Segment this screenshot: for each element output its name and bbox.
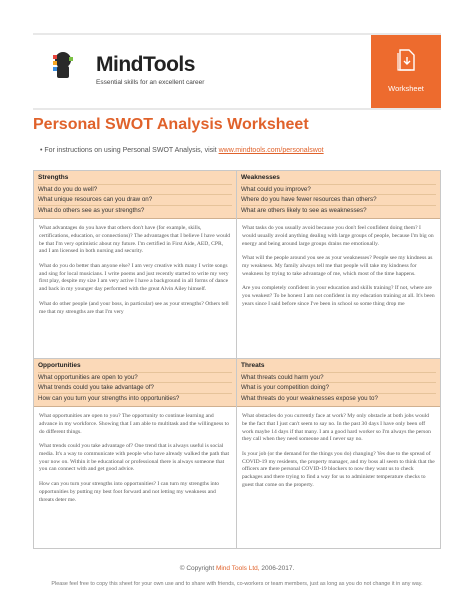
brand-name: MindTools: [96, 53, 195, 76]
threats-question: What is your competition doing?: [241, 382, 436, 392]
opportunities-question: How can you turn your strengths into opportunities?: [38, 393, 232, 403]
weaknesses-question: What are others likely to see as weaknesses?: [241, 205, 436, 215]
strengths-question: What unique resources can you draw on?: [38, 194, 232, 204]
opportunities-answer: What opportunities are open to you? The opportunity to continue learning and advance in my workforce. Showing that I am able to multitask and the willingness to do different things.: [39, 413, 229, 435]
worksheet-badge-label: Worksheet: [388, 84, 424, 93]
copyright-link[interactable]: Mind Tools Ltd,: [215, 565, 260, 572]
page-title: Personal SWOT Analysis Worksheet: [33, 116, 309, 133]
document-download-icon: [397, 49, 415, 71]
threats-answers[interactable]: [237, 407, 440, 502]
weaknesses-quadrant: [237, 171, 440, 358]
strengths-answer: What do other people (and your boss, in particular) see as your strengths? Others tell me that my strengths are that I'm very: [39, 300, 229, 315]
strengths-heading: Strengths: [38, 174, 69, 181]
copyright-years: 2006-2017.: [261, 565, 295, 572]
bullet-icon: •: [40, 147, 43, 154]
usage-note: Please feel free to copy this sheet for your own use and to share with friends, co-workers or team members, just as long as you do not change it in any way.: [51, 581, 423, 587]
instructions-text: For instructions on using Personal SWOT Analysis, visit: [44, 147, 217, 154]
weaknesses-answers[interactable]: [237, 219, 440, 321]
opportunities-quadrant: [34, 358, 237, 548]
strengths-answer: What do you do better than anyone else? I am very creative with many I write songs and sing for local musicians. I write poems and just recently started to write my very first play, despite my size I am very active I have a background in all forms of dance and back in my younger day performed with the great Alvin Ailey himself.: [39, 263, 229, 293]
strengths-quadrant: [34, 171, 237, 358]
opportunities-answer: How can you turn your strengths into opportunities? I can turn my strengths into opportunities by putting my best foot forward and not letting my weakness and threats deter me.: [39, 481, 220, 503]
weaknesses-heading: Weaknesses: [241, 174, 280, 181]
threats-header: [237, 359, 440, 407]
threats-answer: What obstacles do you currently face at work? My only obstacle at both jobs would be the fact that I just can't seem to say no. In the past 30 days I have only been off work maybe 14 days if that many. I am a good hard worker so I'm always the person they call when they need someone and I never say no.: [242, 413, 431, 443]
threats-quadrant: [237, 358, 440, 548]
instructions-link[interactable]: www.mindtools.com/personalswot: [218, 147, 324, 154]
opportunities-question: What trends could you take advantage of?: [38, 382, 232, 392]
threats-question: What threats could harm you?: [241, 372, 436, 382]
weaknesses-answer: What will the people around you see as your weaknesses? People see my kindness as my weakness. My family always tell me that people will take my kindness for weakness by trying to take advantage of me, which most of the time happens.: [242, 255, 433, 277]
weaknesses-question: What could you improve?: [241, 184, 436, 194]
opportunities-answer: What trends could you take advantage of? One trend that is always useful is social media. It's a way to communicate with people who have already walked the path that your now on. Within it be educational or professional there is always someone that you can connect with and get good advice.: [39, 443, 230, 473]
swot-grid: [33, 170, 441, 549]
opportunities-answers[interactable]: [34, 407, 236, 517]
weaknesses-answer: Are you completely confident in your education and skills training? If not, where are you weakest? To be honest I am not confident in my education training at all. It's been years since I said before since I've been in school so some thing drop me: [242, 285, 435, 307]
worksheet-header: [33, 33, 441, 110]
strengths-answers[interactable]: [34, 219, 236, 329]
strengths-question: What do you do well?: [38, 184, 232, 194]
copyright-prefix: © Copyright: [179, 565, 215, 572]
mindtools-logo-icon: [52, 51, 74, 81]
strengths-header: [34, 171, 236, 219]
weaknesses-header: [237, 171, 440, 219]
opportunities-heading: Opportunities: [38, 362, 81, 369]
threats-heading: Threats: [241, 362, 265, 369]
strengths-question: What do others see as your strengths?: [38, 205, 232, 215]
weaknesses-answer: What tasks do you usually avoid because you don't feel confident doing them? I would usually avoid anything dealing with large groups of people, because I'm big on energy and being around large groups drains me emotionally.: [242, 225, 434, 247]
threats-question: What threats do your weaknesses expose you to?: [241, 393, 436, 403]
opportunities-question: What opportunities are open to you?: [38, 372, 232, 382]
worksheet-badge: [371, 35, 441, 108]
weaknesses-question: Where do you have fewer resources than others?: [241, 194, 436, 204]
strengths-answer: What advantages do you have that others don't have (for example, skills, certifications, education, or connections)? The advantages that I believe I have would be that I'm very optimistic about my future. I'm certified in First Aide, AED, CPR, and I am licensed in both nursing and security.: [39, 225, 231, 255]
copyright-line: [0, 565, 474, 572]
instructions-line: [40, 147, 324, 154]
threats-answer: Is your job (or the demand for the things you do) changing? Yes due to the spread of COVID-19 my residents, the property manager, and my boss all seem to think that the officers are there personal COVID-19 blockers to now they want us to check packages and there trying to find a way for us to administer temperature checks to guest that come on the property.: [242, 451, 435, 488]
opportunities-header: [34, 359, 236, 407]
brand-tagline: Essential skills for an excellent career: [96, 79, 205, 86]
